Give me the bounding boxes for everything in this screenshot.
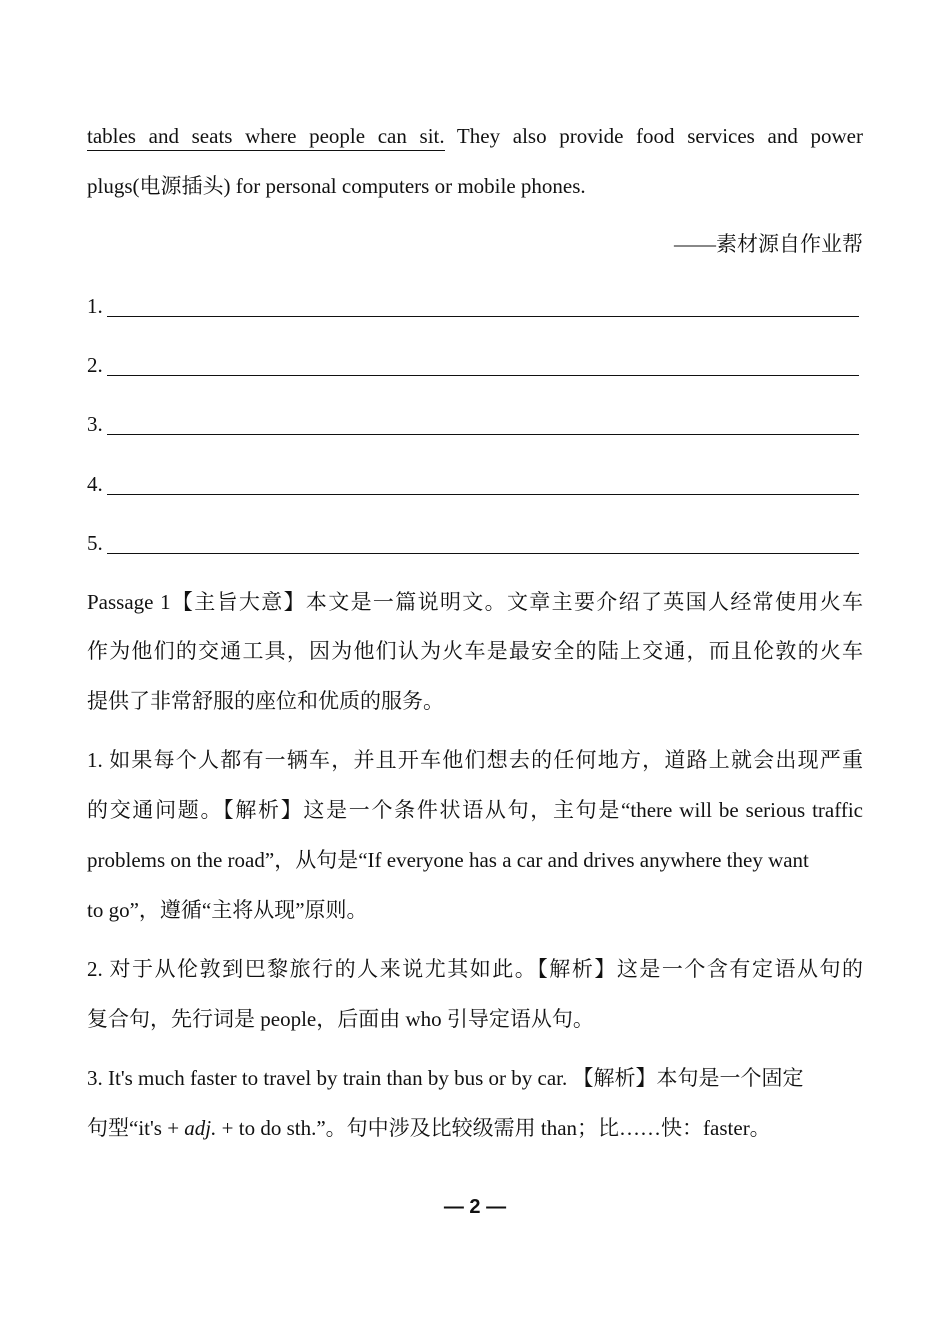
- blank-number: 5.: [87, 531, 103, 555]
- blank-number: 2.: [87, 353, 103, 377]
- item3-line-2: [87, 1114, 771, 1142]
- answer-blank-2[interactable]: [87, 351, 859, 379]
- item1-line-2: 的交通问题。【解析】这是一个条件状语从句，主句是“there will be serious traffic: [87, 798, 863, 822]
- item1-line-3: problems on the road”，从句是“If everyone has a car and drives anywhere they want: [87, 848, 809, 872]
- item1-line-1: 1. 如果每个人都有一辆车，并且开车他们想去的任何地方，道路上就会出现严重: [87, 748, 863, 772]
- answer-blank-1[interactable]: [87, 292, 859, 320]
- item2-line-2: 复合句，先行词是 people，后面由 who 引导定语从句。: [87, 1007, 594, 1031]
- source-credit: ——素材源自作业帮: [674, 232, 863, 256]
- blank-number: 4.: [87, 472, 103, 496]
- item3-text-b: + to do sth.”。句中涉及比较级需用 than；比……快：faster。: [216, 1116, 771, 1140]
- answer-blank-5[interactable]: [87, 529, 859, 557]
- passage1-summary-line-3: 提供了非常舒服的座位和优质的服务。: [87, 689, 444, 713]
- item3-line-1: 3. It's much faster to travel by train than by bus or by car. 【解析】本句是一个固定: [87, 1066, 804, 1090]
- passage-line-2: plugs(电源插头) for personal computers or mobile phones.: [87, 174, 586, 198]
- answer-blank-4[interactable]: [87, 470, 859, 498]
- passage1-summary-line-1: Passage 1【主旨大意】本文是一篇说明文。文章主要介绍了英国人经常使用火车: [87, 590, 863, 614]
- item3-italic-adj: adj.: [184, 1116, 217, 1140]
- item3-text-a: 句型“it's +: [87, 1116, 185, 1140]
- blank-underline: [107, 434, 859, 435]
- blank-underline: [107, 494, 859, 495]
- answer-blank-3[interactable]: [87, 410, 859, 438]
- page-number: — 2 —: [443, 1196, 507, 1218]
- blank-underline: [107, 316, 859, 317]
- blank-number: 3.: [87, 412, 103, 436]
- blank-underline: [107, 553, 859, 554]
- passage1-summary-line-2: 作为他们的交通工具，因为他们认为火车是最安全的陆上交通，而且伦敦的火车: [87, 639, 863, 663]
- item2-line-1: 2. 对于从伦敦到巴黎旅行的人来说尤其如此。【解析】这是一个含有定语从句的: [87, 957, 863, 981]
- item1-line-4: to go”，遵循“主将从现”原则。: [87, 898, 368, 922]
- passage-line-1-rest: They also provide food services and power: [444, 124, 863, 148]
- underlined-sentence: tables and seats where people can sit.: [87, 124, 445, 151]
- blank-underline: [107, 375, 859, 376]
- passage-line-1: [87, 122, 863, 150]
- blank-number: 1.: [87, 294, 103, 318]
